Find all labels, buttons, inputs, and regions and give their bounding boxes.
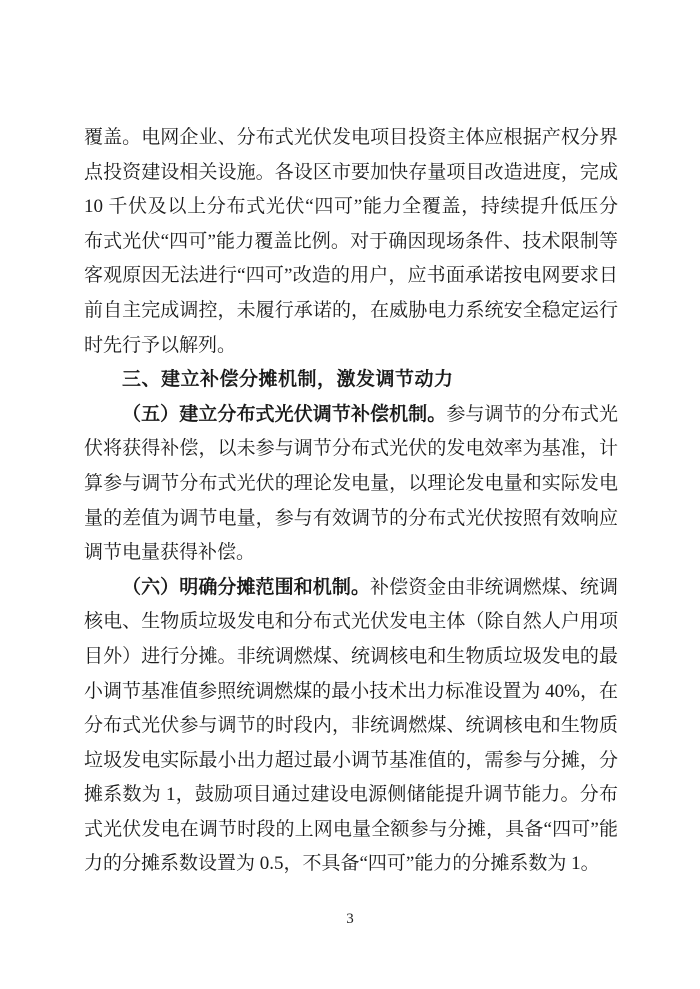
paragraph-continuation: 覆盖。电网企业、分布式光伏发电项目投资主体应根据产权分界点投资建设相关设施。各设区市要加快存量项目改造进度，完成 10 千伏及以上分布式光伏“四可”能力全覆盖，持续提升低压分布式光伏“四可”能力覆盖比例。对于确因现场条件、技术限制等客观原因无法进行“四可”改造的用户，应书面承诺按电网要求日前自主完成调控，未履行承诺的，在威胁电力系统安全稳定运行时先行予以解列。 <box>84 127 618 356</box>
document-body <box>84 121 618 882</box>
section-heading: 三、建立补偿分摊机制，激发调节动力 <box>122 369 454 391</box>
item-6-paragraph <box>84 571 618 882</box>
page-number: 3 <box>346 911 354 927</box>
item-5-paragraph <box>84 398 618 571</box>
item-6-lead-in: （六）明确分摊范围和机制。 <box>122 576 371 598</box>
item-5-body-text: 参与调节的分布式光伏将获得补偿，以未参与调节分布式光伏的发电效率为基准，计算参与调节分布式光伏的理论发电量，以理论发电量和实际发电量的差值为调节电量，参与有效调节的分布式光伏按照有效响应调节电量获得补偿。 <box>84 403 618 564</box>
item-6-body-text: 补偿资金由非统调燃煤、统调核电、生物质垃圾发电和分布式光伏发电主体（除自然人户用项目外）进行分摊。非统调燃煤、统调核电和生物质垃圾发电的最小调节基准值参照统调燃煤的最小技术出力标准设置为 40%，在分布式光伏参与调节的时段内，非统调燃煤、统调核电和生物质垃圾发电实际最小出力超过最小调节基准值的，需参与分摊，分摊系数为 1，鼓励项目通过建设电源侧储能提升调节能力。分布式光伏发电在调节时段的上网电量全额参与分摊，具备“四可”能力的分摊系数设置为 0.5，不具备“四可”能力的分摊系数为 1。 <box>84 576 618 875</box>
item-5-lead-in: （五）建立分布式光伏调节补偿机制。 <box>122 403 447 425</box>
